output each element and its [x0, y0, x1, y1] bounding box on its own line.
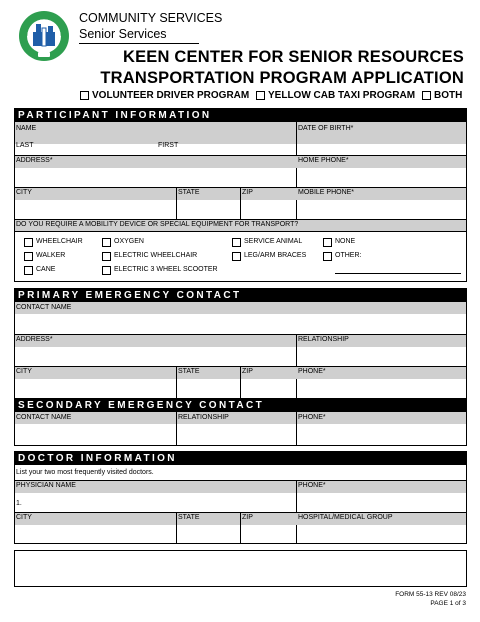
mobility-option-oxygen[interactable]: [102, 237, 144, 247]
name-row: [15, 122, 466, 144]
checkbox[interactable]: [232, 238, 241, 247]
primary-contact-section: [14, 288, 467, 399]
checkbox[interactable]: [24, 266, 33, 275]
address-label: ADDRESS*: [16, 336, 53, 343]
city-label: CITY: [16, 189, 32, 196]
contact-name-label: CONTACT NAME: [16, 304, 72, 311]
checkbox[interactable]: [24, 238, 33, 247]
yellow-cab-checkbox[interactable]: [256, 91, 265, 100]
relationship-label: RELATIONSHIP: [178, 414, 229, 421]
option-label: OXYGEN: [114, 238, 144, 245]
relationship-label: RELATIONSHIP: [298, 336, 349, 343]
contact-row: [15, 412, 466, 424]
doctor-section: [14, 451, 467, 544]
doctor-entry-number: 1.: [16, 500, 22, 507]
secondary-contact-section: [14, 398, 467, 446]
mobility-option-electric-scooter[interactable]: [102, 265, 218, 275]
form-title-line2: TRANSPORTATION PROGRAM APPLICATION: [100, 69, 464, 87]
column-divider: [296, 412, 297, 446]
physician-row: [15, 481, 466, 493]
dob-label: DATE OF BIRTH*: [298, 125, 354, 132]
section-heading: DOCTOR INFORMATION: [15, 452, 466, 465]
section-heading: SECONDARY EMERGENCY CONTACT: [15, 399, 466, 412]
zip-label: ZIP: [242, 368, 253, 375]
doctor-instruction: List your two most frequently visited doctors.: [16, 469, 154, 476]
hospital-label: HOSPITAL/MEDICAL GROUP: [298, 514, 393, 521]
column-divider: [296, 122, 297, 230]
mobility-option-leg-arm-braces[interactable]: [232, 251, 306, 261]
mobility-option-electric-wheelchair[interactable]: [102, 251, 197, 261]
row-divider: [15, 231, 466, 232]
column-divider: [240, 367, 241, 399]
checkbox[interactable]: [323, 238, 332, 247]
option-label: CANE: [36, 266, 56, 273]
mobility-option-wheelchair[interactable]: [24, 237, 83, 247]
form-number: FORM 55-13 REV 08/23: [395, 591, 466, 598]
program-option-yellow-cab[interactable]: [256, 90, 415, 101]
participant-section: [14, 108, 467, 282]
both-checkbox[interactable]: [422, 91, 431, 100]
physician-name-label: PHYSICIAN NAME: [16, 482, 76, 489]
checkbox[interactable]: [102, 266, 111, 275]
option-label: OTHER:: [335, 252, 362, 259]
option-label: NONE: [335, 238, 356, 245]
option-label: ELECTRIC 3 WHEEL SCOOTER: [114, 266, 218, 273]
last-label: LAST: [16, 142, 34, 149]
city-label: CITY: [16, 368, 32, 375]
address-label: ADDRESS*: [16, 157, 53, 164]
address-row: [15, 156, 466, 168]
section-heading: PARTICIPANT INFORMATION: [15, 109, 466, 122]
checkbox[interactable]: [24, 252, 33, 261]
form-title-line1: KEEN CENTER FOR SENIOR RESOURCES: [122, 48, 464, 66]
first-label: FIRST: [158, 142, 179, 149]
state-label: STATE: [178, 514, 200, 521]
option-label: SERVICE ANIMAL: [244, 238, 303, 245]
contact-name-label: CONTACT NAME: [16, 414, 72, 421]
column-divider: [176, 412, 177, 446]
name-label: NAME: [16, 125, 37, 132]
mobile-phone-label: MOBILE PHONE*: [298, 189, 355, 196]
column-divider: [176, 513, 177, 544]
program-label: YELLOW CAB TAXI PROGRAM: [268, 90, 416, 101]
other-input-line[interactable]: [335, 273, 461, 274]
option-label: ELECTRIC WHEELCHAIR: [114, 252, 198, 259]
option-label: LEG/ARM BRACES: [244, 252, 307, 259]
program-label: BOTH: [434, 90, 463, 101]
city-label: CITY: [16, 514, 32, 521]
subdepartment-name: Senior Services: [79, 27, 167, 41]
mobility-option-other[interactable]: [323, 251, 361, 261]
section-heading: PRIMARY EMERGENCY CONTACT: [15, 289, 466, 302]
column-divider: [176, 367, 177, 399]
blank-notes-box[interactable]: [14, 550, 467, 587]
zip-label: ZIP: [242, 514, 253, 521]
home-phone-label: HOME PHONE*: [298, 157, 349, 164]
column-divider: [176, 188, 177, 219]
state-label: STATE: [178, 189, 200, 196]
phone-label: PHONE*: [298, 414, 326, 421]
phone-label: PHONE*: [298, 482, 326, 489]
volunteer-driver-checkbox[interactable]: [80, 91, 89, 100]
header-rule: [79, 43, 199, 44]
program-option-volunteer[interactable]: [80, 90, 249, 101]
department-name: COMMUNITY SERVICES: [79, 11, 223, 25]
state-label: STATE: [178, 368, 200, 375]
column-divider: [240, 513, 241, 544]
phone-label: PHONE*: [298, 368, 326, 375]
page-number: PAGE 1 of 3: [430, 600, 466, 607]
contact-name-row: [15, 302, 466, 314]
program-label: VOLUNTEER DRIVER PROGRAM: [92, 90, 250, 101]
mobility-question: DO YOU REQUIRE A MOBILITY DEVICE OR SPECIAL EQUIPMENT FOR TRANSPORT?: [16, 221, 299, 228]
mobility-option-cane[interactable]: [24, 265, 55, 275]
mobility-option-service-animal[interactable]: [232, 237, 302, 247]
address-row: [15, 335, 466, 347]
option-label: WHEELCHAIR: [36, 238, 83, 245]
column-divider: [240, 188, 241, 219]
mobility-option-none[interactable]: [323, 237, 355, 247]
city-seal-logo: [18, 10, 70, 62]
checkbox[interactable]: [102, 238, 111, 247]
zip-label: ZIP: [242, 189, 253, 196]
mobility-option-walker[interactable]: [24, 251, 65, 261]
checkbox[interactable]: [323, 252, 332, 261]
checkbox[interactable]: [232, 252, 241, 261]
checkbox[interactable]: [102, 252, 111, 261]
option-label: WALKER: [36, 252, 66, 259]
program-option-both[interactable]: [422, 90, 462, 101]
